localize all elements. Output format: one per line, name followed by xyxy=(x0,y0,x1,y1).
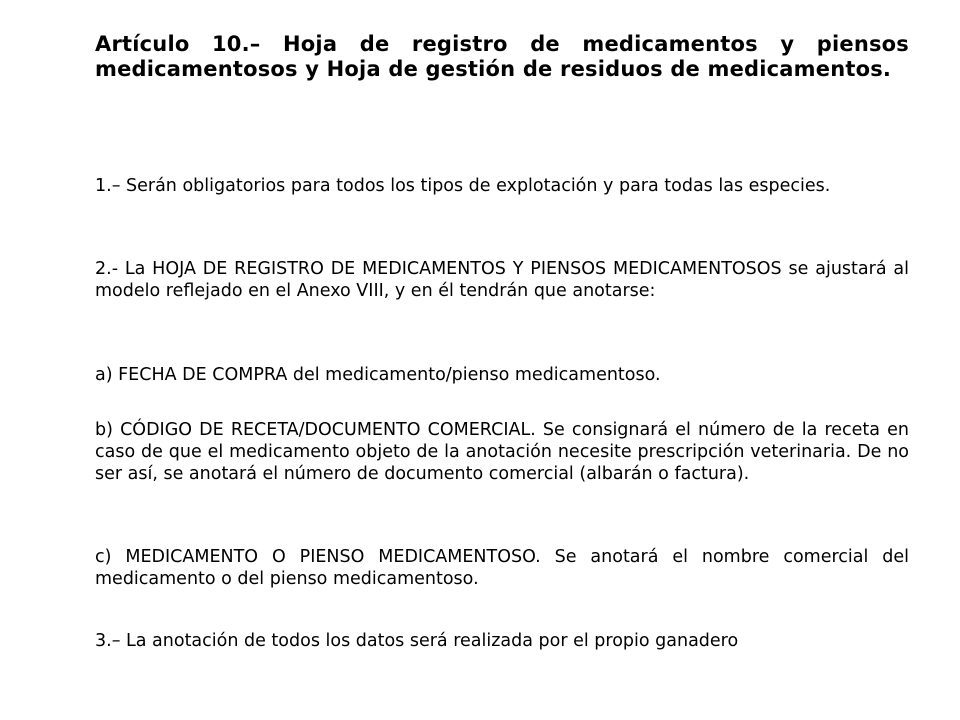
paragraph-1-obligatory: 1.– Serán obligatorios para todos los tipos de explotación y para todas las especies. xyxy=(95,176,831,196)
document-page xyxy=(95,32,909,651)
paragraph-3-annotation: 3.– La anotación de todos los datos será realizada por el propio ganadero xyxy=(95,631,739,651)
item-a-purchase-date: a) FECHA DE COMPRA del medicamento/pienso medicamentoso. xyxy=(95,365,661,385)
paragraph-2-registry-sheet: 2.- La HOJA DE REGISTRO DE MEDICAMENTOS Y PIENSOS MEDICAMENTOSOS se ajustará al modelo reflejado en el Anexo VIII, y en él tendrán que anotarse: xyxy=(95,259,909,301)
article-title: Artículo 10.– Hoja de registro de medicamentos y piensos medicamentosos y Hoja de gestión de residuos de medicamentos. xyxy=(95,32,909,81)
item-b-prescription-code: b) CÓDIGO DE RECETA/DOCUMENTO COMERCIAL. Se consignará el número de la receta en caso de que el medicamento objeto de la anotación necesite prescripción veterinaria. De no ser así, se anotará el número de documento comercial (albarán o factura). xyxy=(95,420,909,484)
item-c-medication-name: c) MEDICAMENTO O PIENSO MEDICAMENTOSO. Se anotará el nombre comercial del medicamento o del pienso medicamentoso. xyxy=(95,547,909,589)
